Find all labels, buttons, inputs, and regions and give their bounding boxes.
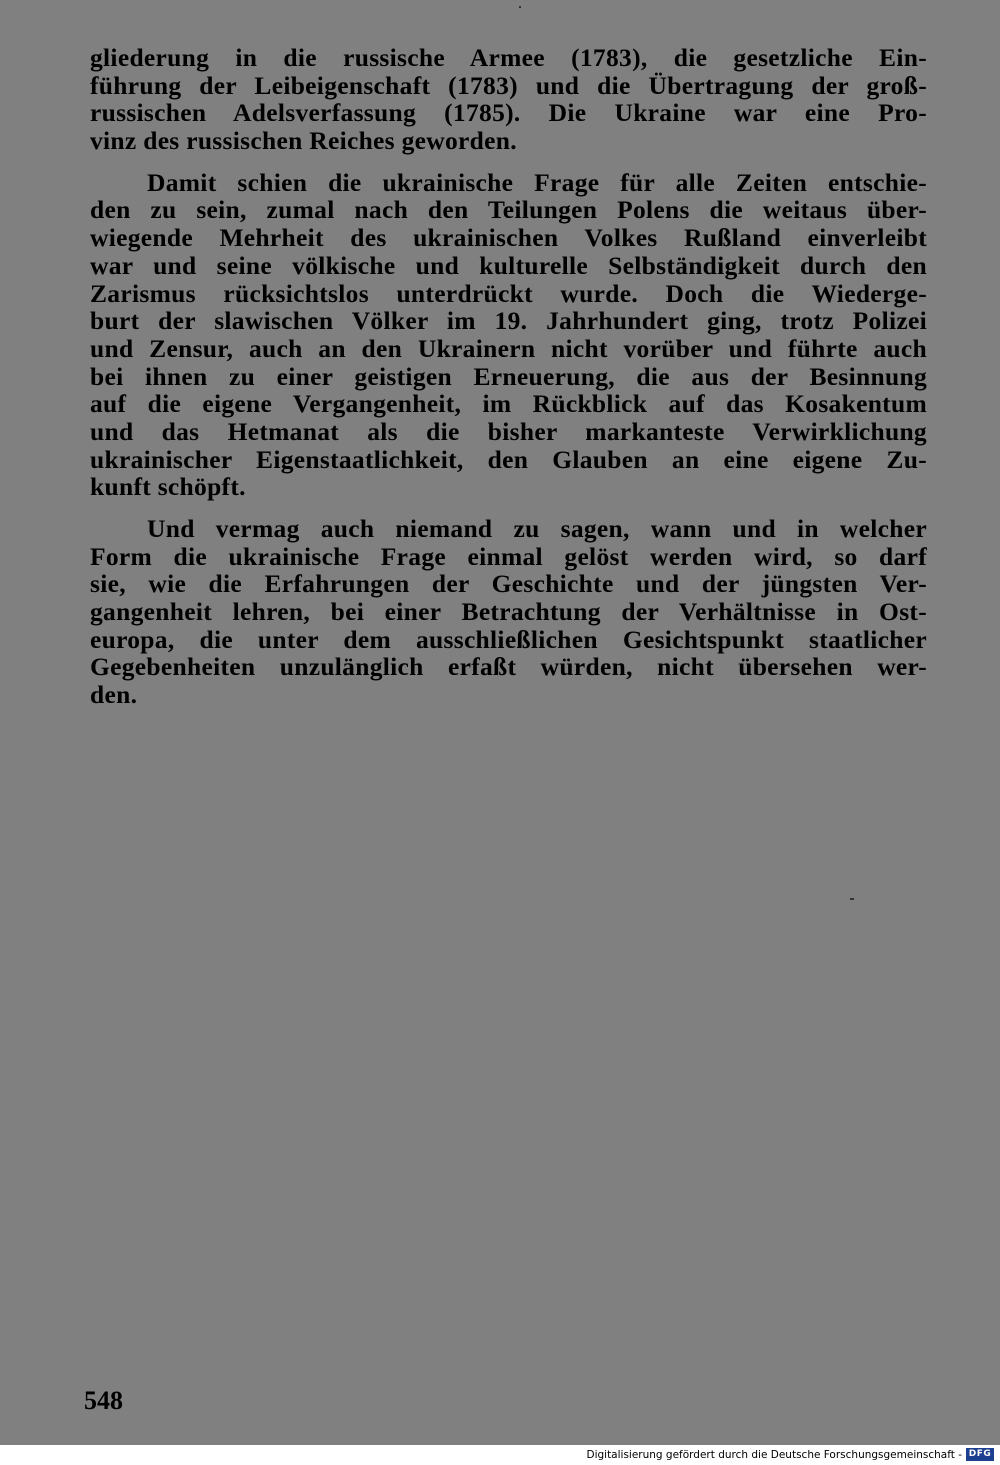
funding-notice: Digitalisierung gefördert durch die Deutsche Forschungsgemeinschaft - — [586, 1449, 962, 1461]
text-line: wiegende Mehrheit des ukrainischen Volkes Rußland einverleibt — [90, 223, 927, 253]
text-line: auf die eigene Vergangenheit, im Rückblick auf das Kosakentum — [90, 389, 927, 419]
text-line: gliederung in die russische Armee (1783), die gesetzliche Ein- — [90, 43, 927, 72]
body-text — [90, 44, 927, 709]
page-number: 548 — [84, 1386, 123, 1415]
text-line: den zu sein, zumal nach den Teilungen Polens die weitaus über- — [90, 195, 927, 225]
paragraph-gap — [90, 501, 927, 515]
footer-bar — [0, 1445, 1000, 1465]
text-line: führung der Leibeigenschaft (1783) und die Übertragung der groß- — [90, 70, 927, 100]
text-line: kunft schöpft. — [90, 472, 246, 502]
text-line: gangenheit lehren, bei einer Betrachtung der Verhältnisse in Ost- — [90, 597, 927, 627]
text-line: Zarismus rücksichtslos unterdrückt wurde. Doch die Wiederge- — [90, 278, 927, 308]
text-line: war und seine völkische und kulturelle Selbständigkeit durch den — [90, 250, 927, 280]
text-line: und Zensur, auch an den Ukrainern nicht vorüber und führte auch — [90, 333, 927, 363]
scan-speck — [850, 898, 854, 900]
text-line: burt der slawischen Völker im 19. Jahrhundert ging, trotz Polizei — [90, 306, 927, 336]
text-line: den. — [90, 680, 138, 710]
scan-speck — [519, 6, 521, 8]
text-line: vinz des russischen Reiches geworden. — [90, 126, 517, 156]
text-line: europa, die unter dem ausschließlichen Gesichtspunkt staatlicher — [90, 624, 927, 654]
text-line: Gegebenheiten unzulänglich erfaßt würden, nicht übersehen wer- — [90, 652, 927, 682]
text-line: Damit schien die ukrainische Frage für alle Zeiten entschie- — [147, 167, 927, 197]
text-line: und das Hetmanat als die bisher markanteste Verwirklichung — [90, 416, 927, 446]
text-line: Form die ukrainische Frage einmal gelöst werden wird, so darf — [90, 541, 927, 571]
text-line: russischen Adelsverfassung (1785). Die Ukraine war eine Pro- — [90, 98, 927, 128]
text-line: bei ihnen zu einer geistigen Erneuerung, die aus der Besinnung — [90, 361, 927, 391]
text-line: ukrainischer Eigenstaatlichkeit, den Glauben an eine eigene Zu- — [90, 444, 927, 474]
text-line: Und vermag auch niemand zu sagen, wann und in welcher — [147, 514, 927, 543]
text-line: sie, wie die Erfahrungen der Geschichte und der jüngsten Ver- — [90, 569, 927, 599]
paragraph-gap — [90, 155, 927, 169]
dfg-logo: DFG — [966, 1448, 994, 1461]
